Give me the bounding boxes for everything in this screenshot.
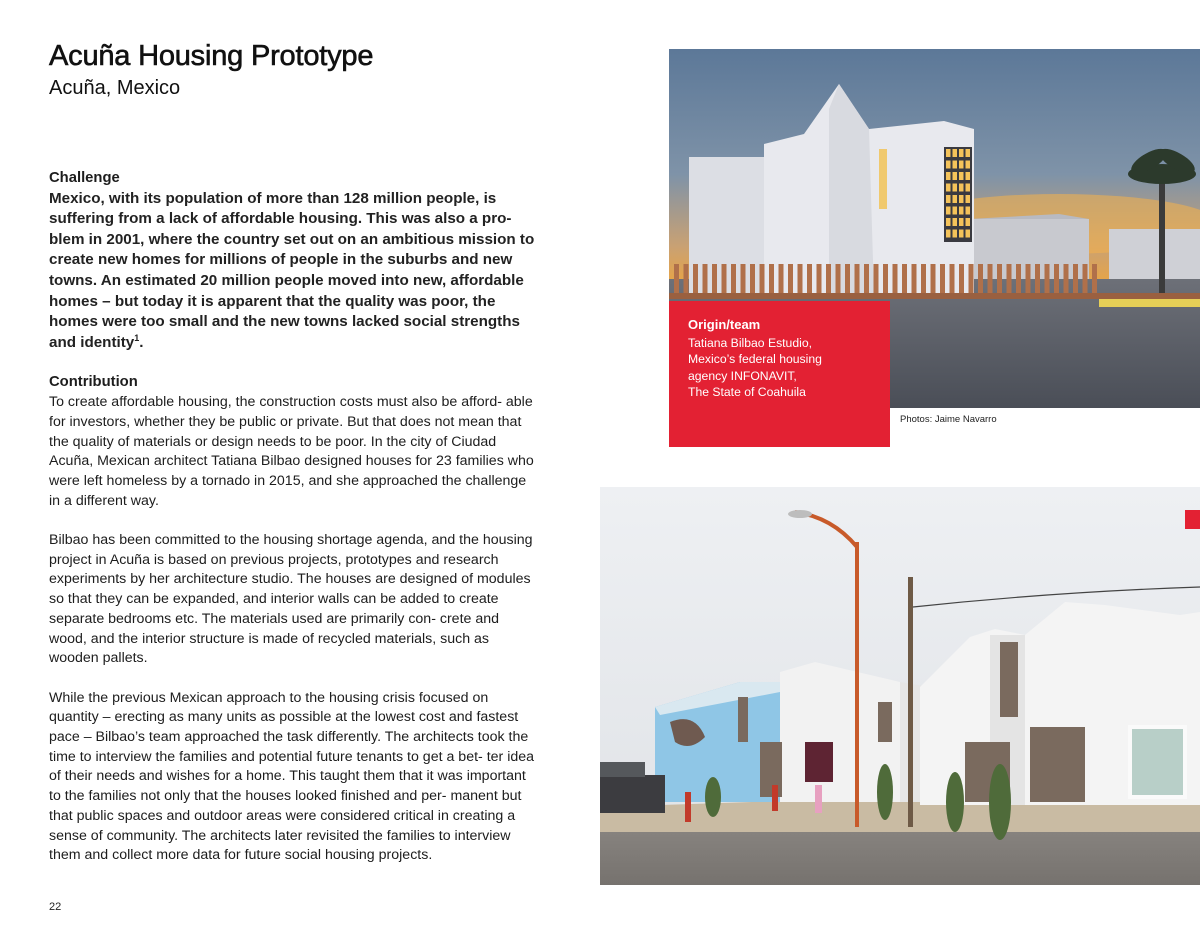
origin-team-line: agency INFONAVIT,	[688, 368, 797, 383]
main-text-column	[49, 169, 539, 886]
photo-street-houses	[600, 487, 1200, 885]
challenge-text	[49, 189, 539, 354]
page-subtitle: Acuña, Mexico	[49, 77, 181, 99]
contribution-paragraph-1: To create affordable housing, the construction costs must also be afford- able for investors, whether they be public or private. But that does not mean that the quality of materials or design needs to be poor. In the city of Ciudad Acuña, Mexican architect Tatiana Bilbao designed houses for 23 families who were left homeless by a tornado in 2015, and she approached the challenge in a different way.	[49, 394, 534, 509]
page-number: 22	[49, 901, 62, 913]
footnote-ref: 1	[134, 332, 140, 343]
contribution-paragraph-3: While the previous Mexican approach to the housing crisis focused on quantity – erecting as many units as possible at the lowest cost and fastest pace – Bilbao’s team approached the task differently. The architects took the time to interview the families and potential future tenants to get a bet- ter idea of their needs and wishes for a home. This taught them that it was important to the families not only that the houses looked finished and per- manent but that public spaces and outdoor areas were considered critical in creating a sense of community. The architects later revisited the families to interview them and collect more data for future social housing projects.	[49, 689, 535, 864]
contribution-heading: Contribution	[49, 374, 138, 391]
contribution-paragraph-2: Bilbao has been committed to the housing shortage agenda, and the housing project in Acuña is based on previous projects, prototypes and research experiments by her architecture studio. The houses are designed of modules so that they can be expanded, and interior walls can be added to create separate bedrooms etc. The materials used are primarily con- crete and wood, and the interior structure is made of recycled materials, such as wooden pallets.	[49, 532, 533, 667]
origin-team-line: The State of Coahuila	[688, 385, 806, 399]
challenge-body: Mexico, with its population of more than 128 million people, is suffering from a lack of affordable housing. This was also a pro- blem in 2001, where the country set out on an ambitious mission to create new homes for millions of people in the suburbs and new towns. An estimated 20 million people moved into new, affordable homes – but today it is apparent that the quality was poor, the homes were too small and the new towns lacked social strengths and identity	[49, 189, 535, 351]
photo-credit: Photos: Jaime Navarro	[900, 414, 997, 425]
page-title: Acuña Housing Prototype	[49, 40, 374, 72]
origin-team-heading: Origin/team	[688, 317, 761, 332]
origin-team-line: Tatiana Bilbao Estudio,	[688, 335, 812, 350]
page-tab-marker	[1185, 510, 1200, 529]
origin-team-box	[669, 301, 890, 447]
challenge-end-punct: .	[139, 333, 144, 351]
origin-team-line: Mexico’s federal housing	[688, 352, 822, 366]
challenge-heading: Challenge	[49, 170, 120, 186]
